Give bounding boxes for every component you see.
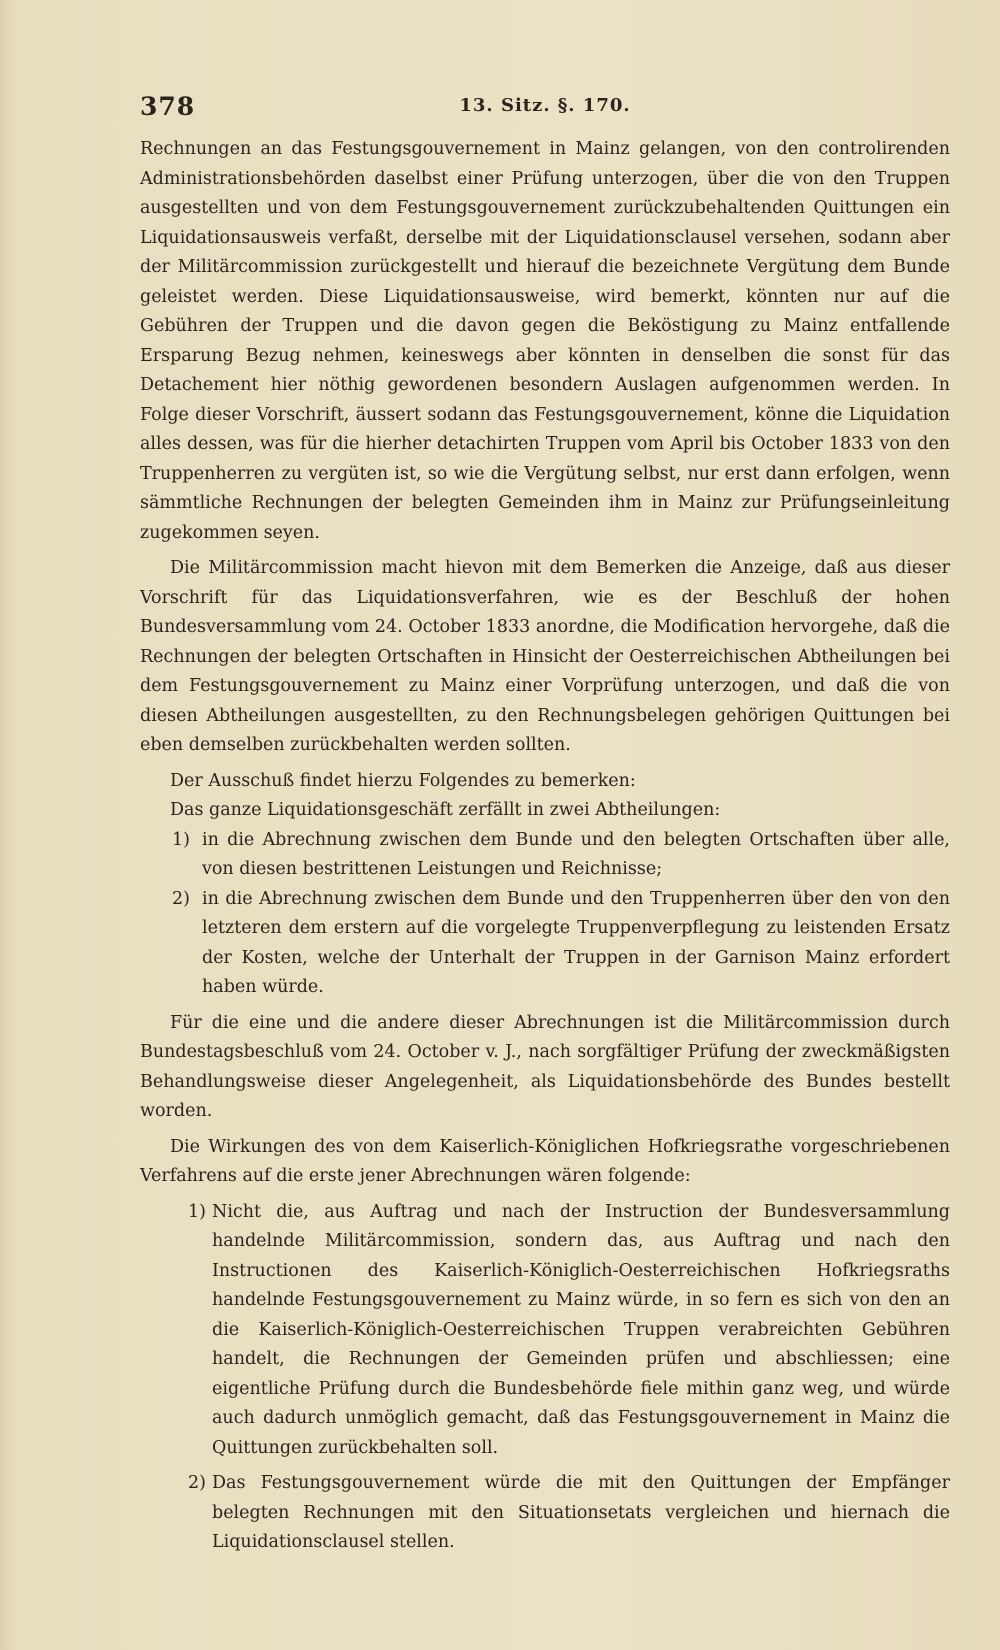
list-item-text: in die Abrechnung zwischen dem Bunde und den belegten Ortschaften über alle, von diesen bestrittenen Leistungen und Reichnisse; [202, 829, 950, 879]
list-item-number: 2) [188, 1473, 206, 1493]
list-item-text: Das Festungsgouvernement würde die mit den Quittungen der Empfänger belegten Rechnungen mit den Situationsetats vergleichen und hiernach die Liquidationsclausel stellen. [212, 1473, 950, 1552]
paragraph: Die Militärcommission macht hievon mit dem Bemerken die Anzeige, daß aus dieser Vorschrift für das Liquidationsverfahren, wie es der Beschluß der hohen Bundesversammlung vom 24. October 1833 anordne, die Modification hervorgehe, daß die Rechnungen der belegten Ortschaften in Hinsicht der Oesterreichischen Abtheilungen bei dem Festungsgouvernement zu Mainz einer Vorprüfung unterzogen, und daß die von diesen Abtheilungen ausgestellten, zu den Rechnungsbelegen gehörigen Quittungen bei eben demselben zurückbehalten werden sollten. [140, 558, 950, 755]
list-item-text: in die Abrechnung zwischen dem Bunde und den Truppenherren über den von den letzteren dem erstern auf die vorgelegte Truppenverpflegung zu leistenden Ersatz der Kosten, welche der Unterhalt der Truppen in der Garnison Mainz erfordert haben würde. [202, 888, 950, 997]
paragraph: Das ganze Liquidationsgeschäft zerfällt in zwei Abtheilungen: [170, 800, 721, 820]
list-item-number: 2) [172, 888, 190, 909]
page-number: 378 [140, 92, 196, 121]
list-item [140, 1198, 950, 1464]
list-item [140, 1469, 950, 1558]
paragraph: Der Ausschuß findet hierzu Folgendes zu bemerken: [170, 770, 636, 791]
page-header [140, 92, 950, 128]
body-text [140, 135, 950, 1558]
paragraph: Für die eine und die andere dieser Abrechnungen ist die Militärcommission durch Bundestagsbeschluß vom 24. October v. J., nach sorgfältiger Prüfung der zweckmäßigsten Behandlungsweise dieser Angelegenheit, als Liquidationsbehörde des Bundes bestellt worden. [140, 1012, 950, 1121]
list-item [140, 826, 950, 885]
list-item-number: 1) [188, 1201, 206, 1222]
paragraph: Rechnungen an das Festungsgouvernement in Mainz gelangen, von den controlirenden Administrationsbehörden daselbst einer Prüfung unterzogen, über die von den Truppen ausgestellten und von dem Festungsgouvernement zurückzubehaltenden Quittungen ein Liquidationsausweis verfaßt, derselbe mit der Liquidationsclausel versehen, sodann aber der Militärcommission zurückgestellt und hierauf die bezeichnete Vergütung dem Bunde geleistet werden. Diese Liquidationsausweise, wird bemerkt, könnten nur auf die Gebühren der Truppen und die davon gegen die Beköstigung zu Mainz entfallende Ersparung Bezug nehmen, keineswegs aber könnten in denselben die sonst für das Detachement hier nöthig gewordenen besondern Auslagen aufgenommen werden. In Folge dieser Vorschrift, äussert sodann das Festungsgouvernement, könne die Liquidation alles dessen, was für die hierher detachirten Truppen vom April bis October 1833 von den Truppenherren zu vergüten ist, so wie die Vergütung selbst, nur erst dann erfolgen, wenn sämmtliche Rechnungen der belegten Gemeinden ihm in Mainz zur Prüfungseinleitung zugekommen seyen. [140, 139, 950, 543]
list-item-number: 1) [172, 829, 190, 850]
paragraph: Die Wirkungen des von dem Kaiserlich-Königlichen Hofkriegsrathe vorgeschriebenen Verfahrens auf die erste jener Abrechnungen wären folgende: [140, 1136, 950, 1186]
list-item-text: Nicht die, aus Auftrag und nach der Instruction der Bundesversammlung handelnde Militärcommission, sondern das, aus Auftrag und nach den Instructionen des Kaiserlich-Königlich-Oesterreichischen Hofkriegsraths handelnde Festungsgouvernement zu Mainz würde, in so fern es sich von den an die Kaiserlich-Königlich-Oesterreichischen Truppen verabreichten Gebühren handelt, die Rechnungen der Gemeinden prüfen und abschliessen; eine eigentliche Prüfung durch die Bundesbehörde fiele mithin ganz weg, und würde auch dadurch unmöglich gemacht, daß das Festungsgouvernement in Mainz die Quittungen zurückbehalten soll. [212, 1201, 950, 1458]
running-title: 13. Sitz. §. 170. [459, 95, 631, 116]
list-item [140, 885, 950, 1003]
